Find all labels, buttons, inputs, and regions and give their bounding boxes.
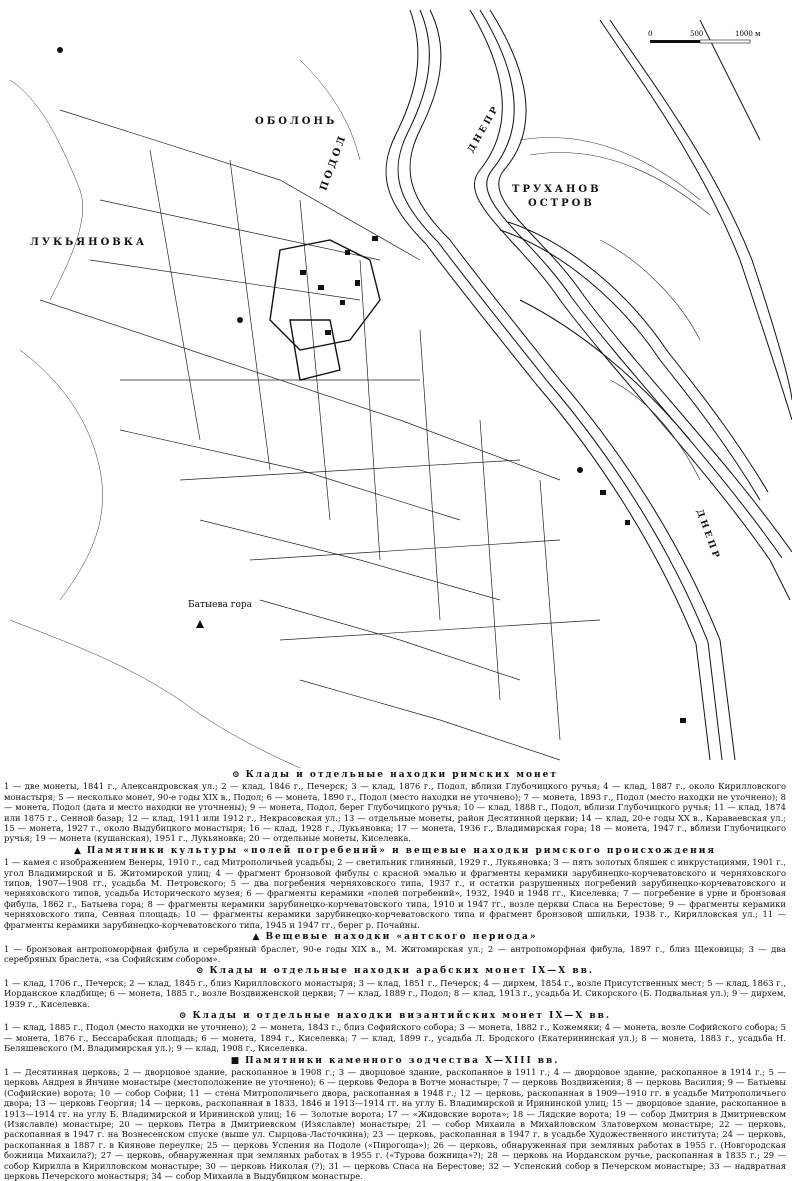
circle-dot-icon: ⊙ (195, 966, 206, 977)
district-label-obolon: ОБОЛОНЬ (255, 116, 338, 127)
circle-dot-icon: ⊙ (178, 1010, 189, 1021)
legend-title: ▲ Вещевые находки «антского периода» (252, 932, 538, 943)
legend-section-antes (4, 932, 786, 964)
legend-text: 1 — две монеты, 1841 г., Александровская ул.; 2 — клад, 1846 г., Печерск; 3 — клад, 1876 г., Подол, вблизи Глубочицкого ручья; 4 — клад, 1887 г., около Кирилловского монастыря; 5 — несколько монет, 90-е годы XIX в., Подол; 6 — монета, 1890 г., Подол (место находки не уточнено); 7 — монета, 1893 г., Подол (место находки не уточнено); 8 — монета, Подол (дата и место находки не уточнены); 9 — монета, Подол, берег Глубочицкого ручья; 10 — клад, 1888 г., Подол, вблизи Глубочицкого ручья; 11 — клад, 1874 или 1875 г., Сенной базар; 12 — клад, 1911 или 1912 г., Некрасовская ул.; 13 — отдельные монеты, район Десятинной церкви; 14 — клад, 20-е годы XX в., Караваевская ул.; 15 — монета, 1927 г., около Выдубицкого монастыря; 16 — клад, 1928 г., Лукьяновка; 17 — монета, 1936 г., Владимирская гора; 18 — монета, 1947 г., вблизи Глубочицкого ручья; 19 — монета (кушанская), 1951 г., Лукьяновка; 20 — отдельные монеты, Киселевка. (4, 781, 786, 844)
legend-section-roman-coins (4, 770, 786, 844)
square-icon: ■ (230, 1055, 242, 1066)
legend-title: ⊙ Клады и отдельные находки арабских монет IX—X вв. (195, 966, 595, 977)
triangle-icon: ▲ (252, 932, 262, 943)
legend-section-byzantine-coins (4, 1011, 786, 1054)
scale-tick-1000: 1000 м (735, 30, 761, 38)
scale-tick-500: 500 (690, 30, 704, 38)
legend-text: 1 — клад, 1885 г., Подол (место находки не уточнено); 2 — монета, 1843 г., близ Софийского собора; 3 — монета, 1882 г., Кожемяки; 4 — монета, возле Софийского собора; 5 — монета, 1876 г., Бессарабская площадь; 6 — монета, 1894 г., Киселевка; 7 — клад, 1899 г., усадьба Л. Бродского (Екатерининская ул.); 8 — монета, 1883 г., усадьба Н. Беляшевского (М. Владимирская ул.); 9 — клад, 1908 г., Киселевка. (4, 1022, 786, 1054)
river-label-dnepr-2: ДНЕПР (693, 508, 722, 563)
legend-section-stone-architecture (4, 1056, 786, 1181)
legend (4, 768, 786, 1181)
legend-title: ⊙ Клады и отдельные находки римских монет (232, 770, 558, 780)
legend-section-burial-fields (4, 846, 786, 930)
island-label-ostrov: ОСТРОВ (528, 198, 595, 209)
triangle-icon: ▲ (73, 845, 83, 856)
circle-dot-icon: ⊙ (232, 770, 242, 780)
district-label-podol: ПОДОЛ (318, 132, 350, 193)
legend-text: 1 — камея с изображением Венеры, 1910 г., сад Митрополичьей усадьбы; 2 — светильник глиняный, 1929 г., Лукьяновка; 3 — пять золотых бляшек с инкрустациями, 1901 г., угол Владимирской и Б. Житомирской улиц; 4 — фрагмент бронзовой фибулы с красной эмалью и фрагменты керамики зарубинецко-корчеватовского и черняховского типов, 1907—1908 гг., усадьба М. Петровского; 5 — два погребения черняховского типа, 1937 г., и остатки разрушенных погребений зарубинецко-корчеватовского и черняховского типов, усадьба Исторического музея; 6 — фрагменты керамики «полей погребений», 1932, 1940 и 1948 гг., Киселевка; 7 — погребение в урне и бронзовая фибула, 1862 г., Батыева гора; 8 — фрагменты керамики зарубинецко-корчеватовского типа, 1910 и 1947 гг., возле церкви Спаса на Берестове; 9 — фрагменты керамики черняховского типа, Сенная площадь; 10 — фрагменты керамики зарубинецко-корчеватовского типа и фрагмент бронзовой шпильки, 1938 г., Кирилловская ул.; 11 — фрагменты керамики зарубинецко-корчеватовского типа, 1945 и 1947 гг., берег р. Почайны. (4, 857, 786, 930)
legend-text: 1 — клад, 1706 г., Печерск; 2 — клад, 1845 г., близ Кирилловского монастыря; 3 — клад, 1851 г., Печерск; 4 — дирхем, 1854 г., возле Присутственных мест; 5 — клад, 1863 г., Иорданское кладбище; 6 — монета, 1885 г., возле Воздвиженской церкви; 7 — клад, 1889 г., Подол; 8 — клад, 1913 г., усадьба И. Сикорского (Б. Подвальная ул.); 9 — дирхем, 1939 г., Киселевка. (4, 977, 786, 1009)
legend-title: ⊙ Клады и отдельные находки византийских монет IX—X вв. (178, 1010, 612, 1021)
hill-label-batyeva: Батыева гора (188, 600, 253, 610)
legend-title: ■ Памятники каменного зодчества X—XIII вв. (230, 1055, 560, 1066)
legend-text: 1 — Десятинная церковь; 2 — дворцовое здание, раскопанное в 1908 г.; 3 — дворцовое здание, раскопанное в 1911 г.; 4 — дворцовое здание, раскопанное в 1914 г.; 5 — церковь Андрея в Янчине монастыре (местоположение не уточнено); 6 — церковь Федора в Вотче монастыре; 7 — церковь Воздвижения; 8 — церковь Василия; 9 — Батыевы (Софийские) ворота; 10 — собор Софии; 11 — стена Митрополичьего двора, раскопанная в 1948 г.; 12 — церковь, раскопанная в 1909—1910 гг. в усадьбе Митрополичьего двора; 13 — церковь Георгия; 14 — церковь, раскопанная в 1833, 1846 и 1913—1914 гг. на углу Б. Владимирской и Ирининской улиц; 15 — дворцовое здание, раскопанное в 1913—1914 гг. на углу Б. Владимирской и Ирининской улиц; 16 — Золотые ворота; 17 — «Жидовские ворота»; 18 — Лядские ворота; 19 — собор Дмитрия в Дмитриевском (Изяславле) монастыре; 20 — церковь Петра в Дмитриевском (Изяславле) монастыре; 21 — собор Михаила в Михайловском Златоверхом монастыре; 22 — церковь, раскопанная в 1947 г. на Вознесенском спуске (выше ул. Сырцова-Ласточкина); 23 — церковь, раскопанная в 1947 г. в усадьбе Художественного института; 24 — церковь, раскопанная в 1887 г. в Киянове переулке; 25 — церковь Успения на Подоле («Пирогоща»); 26 — церковь, обнаруженная при земляных работах в 1955 г. (Новгородская божница Михаила?); 27 — церковь, обнаруженная при земляных работах в 1955 г. («Турова божница»?); 28 — церковь на Иорданском ручье, раскопанная в 1835 г.; 29 — собор Кирилла в Кирилловском монастыре; 30 — церковь Николая (?); 31 — церковь Спаса на Берестове; 32 — Успенский собор в Печерском монастыре; 33 — надвратная церковь Печерского монастыря; 34 — собор Михаила в Выдубицком монастыре. (4, 1066, 786, 1181)
island-label-trukhanov: ТРУХАНОВ (512, 184, 602, 195)
scale-tick-0: 0 (648, 30, 653, 38)
legend-title: ▲ Памятники культуры «полей погребений» и вещевые находки римского происхождения (73, 845, 717, 856)
legend-section-arab-coins (4, 966, 786, 1009)
legend-text: 1 — бронзовая антропоморфная фибула и серебряный браслет, 90-е годы XIX в., М. Житомирская ул.; 2 — антропоморфная фибула, 1897 г., близ Щековицы; 3 — два серебряных браслета, «за Софийским собором». (4, 943, 786, 964)
district-label-lukyanovka: ЛУКЬЯНОВКА (30, 237, 147, 248)
river-label-dnepr-1: ДНЕПР (466, 103, 502, 155)
